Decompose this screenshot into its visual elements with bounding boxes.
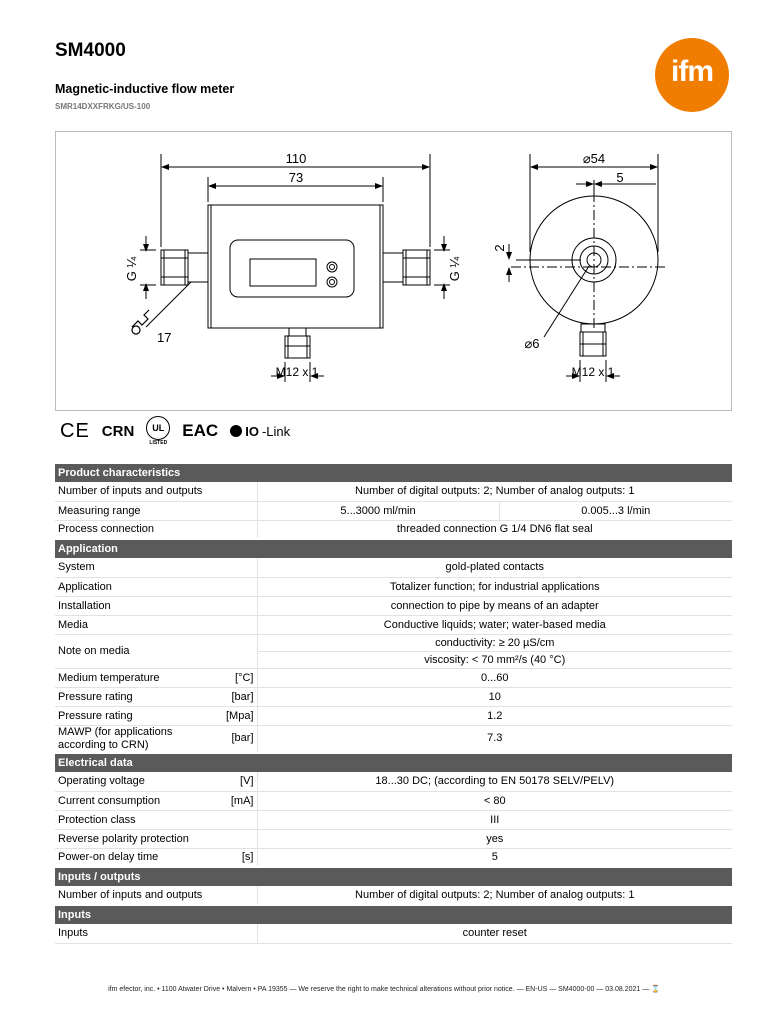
row-label: Process connection (55, 520, 243, 539)
button-icon (327, 277, 337, 287)
table-row (55, 848, 732, 867)
row-unit: [mA] (210, 791, 257, 810)
row-value: connection to pipe by means of an adapter (257, 596, 732, 615)
ul-mark: UL (146, 416, 170, 440)
row-label: Operating voltage (55, 772, 210, 791)
right-fitting (383, 253, 403, 282)
table-row (55, 924, 732, 943)
row-value: 10 (257, 687, 732, 706)
eac-mark: EAC (182, 421, 219, 440)
ul-listed-mark (146, 416, 170, 446)
row-value: 1.2 (257, 706, 732, 725)
certification-marks (60, 418, 290, 444)
row-unit: [Mpa] (210, 706, 257, 725)
dim-label-73: 73 (288, 170, 304, 185)
row-label: Pressure rating (55, 706, 210, 725)
dimension-drawing (55, 131, 732, 411)
table-row (55, 615, 732, 634)
table-row (55, 520, 732, 539)
row-label: Protection class (55, 810, 243, 829)
section-header (55, 463, 732, 482)
ce-mark: CE (60, 419, 90, 442)
io-link-link: -Link (261, 423, 291, 439)
row-value: Totalizer function; for industrial applications (257, 577, 732, 596)
footer-text: ifm efector, inc. • 1100 Atwater Drive • Malvern • PA 19355 — We reserve the right to make technical alterations without prior notice. — EN-US — SM4000-00 — 03.08.2021 — (108, 986, 650, 993)
table-row (55, 577, 732, 596)
io-link-io: IO (245, 423, 259, 439)
row-value: gold-plated contacts (257, 558, 732, 577)
section-title-product: Product characteristics (55, 463, 732, 482)
row-unit: [°C] (210, 668, 257, 687)
io-link-icon (230, 425, 242, 437)
table-row (55, 482, 732, 501)
article-number: SMR14DXXFRKG/US-100 (55, 102, 151, 111)
row-value: 0.005...3 l/min (499, 501, 732, 520)
section-header (55, 867, 732, 886)
row-unit: [bar] (210, 687, 257, 706)
dim-label-g14-left: G ¼ (124, 256, 139, 282)
row-label: Application (55, 577, 243, 596)
row-unit: [V] (210, 772, 257, 791)
row-value: < 80 (257, 791, 732, 810)
row-label: System (55, 558, 243, 577)
row-unit: [bar] (210, 725, 257, 753)
table-row (55, 501, 732, 520)
dim-label-m12-right: M12 x 1 (571, 365, 615, 379)
table-row (55, 810, 732, 829)
row-value: Conductive liquids; water; water-based media (257, 615, 732, 634)
row-value: viscosity: < 70 mm²/s (40 °C) (257, 651, 732, 668)
table-row (55, 558, 732, 577)
table-row (55, 886, 732, 905)
table-row (55, 706, 732, 725)
row-value: 18...30 DC; (according to EN 50178 SELV/PELV) (257, 772, 732, 791)
row-label: Number of inputs and outputs (55, 482, 243, 501)
dim-label-5: 5 (616, 170, 624, 185)
io-link-mark (230, 424, 290, 439)
dimension-drawing-svg (56, 132, 731, 410)
row-label: Medium temperature (55, 668, 210, 687)
section-title-electrical: Electrical data (55, 753, 732, 772)
row-value: 0...60 (257, 668, 732, 687)
hourglass-icon: ⌛ (651, 986, 660, 993)
row-value: counter reset (257, 924, 732, 943)
section-title-application: Application (55, 539, 732, 558)
row-label: Inputs (55, 924, 243, 943)
display-window (250, 259, 316, 286)
ul-listed-text: LISTED (149, 440, 168, 446)
row-value: III (257, 810, 732, 829)
crn-mark: CRN (101, 422, 135, 440)
section-title-inputs: Inputs (55, 905, 732, 924)
row-value: conductivity: ≥ 20 µS/cm (257, 634, 732, 651)
table-row (55, 668, 732, 687)
m12-connector-side (285, 336, 310, 358)
row-label: Measuring range (55, 501, 243, 520)
table-row (55, 687, 732, 706)
button-icon (327, 262, 337, 272)
display-panel (230, 240, 354, 297)
page-footer (0, 985, 768, 993)
dim-label-2: 2 (492, 244, 507, 252)
row-value: yes (257, 829, 732, 848)
row-value: 7.3 (257, 725, 732, 753)
row-label: Reverse polarity protection (55, 829, 243, 848)
sensor-body-side (208, 205, 383, 328)
dim-label-m12-left: M12 x 1 (275, 365, 319, 379)
row-label: Current consumption (55, 791, 210, 810)
section-title-io: Inputs / outputs (55, 867, 732, 886)
row-value: 5...3000 ml/min (257, 501, 499, 520)
row-label: Installation (55, 596, 243, 615)
dim-label-110: 110 (285, 151, 307, 166)
table-row (55, 829, 732, 848)
row-label: Media (55, 615, 243, 634)
ifm-logo (655, 38, 729, 112)
page-title: SM4000 (55, 40, 126, 61)
logo-text: ifm (671, 55, 713, 88)
row-label: Pressure rating (55, 687, 210, 706)
section-header (55, 539, 732, 558)
table-row (55, 772, 732, 791)
row-value: 5 (257, 848, 732, 867)
section-header (55, 905, 732, 924)
table-row (55, 634, 732, 651)
row-value: Number of digital outputs: 2; Number of analog outputs: 1 (257, 886, 732, 905)
wrench-icon (132, 310, 149, 334)
left-fitting (188, 253, 208, 282)
row-value: Number of digital outputs: 2; Number of analog outputs: 1 (257, 482, 732, 501)
product-subtitle: Magnetic-inductive flow meter (55, 82, 235, 96)
table-row (55, 596, 732, 615)
table-row (55, 725, 732, 753)
row-label: Power-on delay time (55, 848, 210, 867)
row-value: threaded connection G 1/4 DN6 flat seal (257, 520, 732, 539)
dim-label-wrench-size: 17 (157, 330, 172, 345)
spec-table (55, 462, 732, 944)
row-label: Number of inputs and outputs (55, 886, 243, 905)
row-label: MAWP (for applications according to CRN) (55, 725, 210, 753)
row-unit: [s] (210, 848, 257, 867)
table-row (55, 791, 732, 810)
dim-label-dia6: ⌀6 (524, 336, 540, 351)
dim-label-dia54: ⌀54 (582, 151, 606, 166)
row-label: Note on media (55, 634, 243, 668)
dim-label-g14-right: G ¼ (447, 256, 462, 282)
section-header (55, 753, 732, 772)
